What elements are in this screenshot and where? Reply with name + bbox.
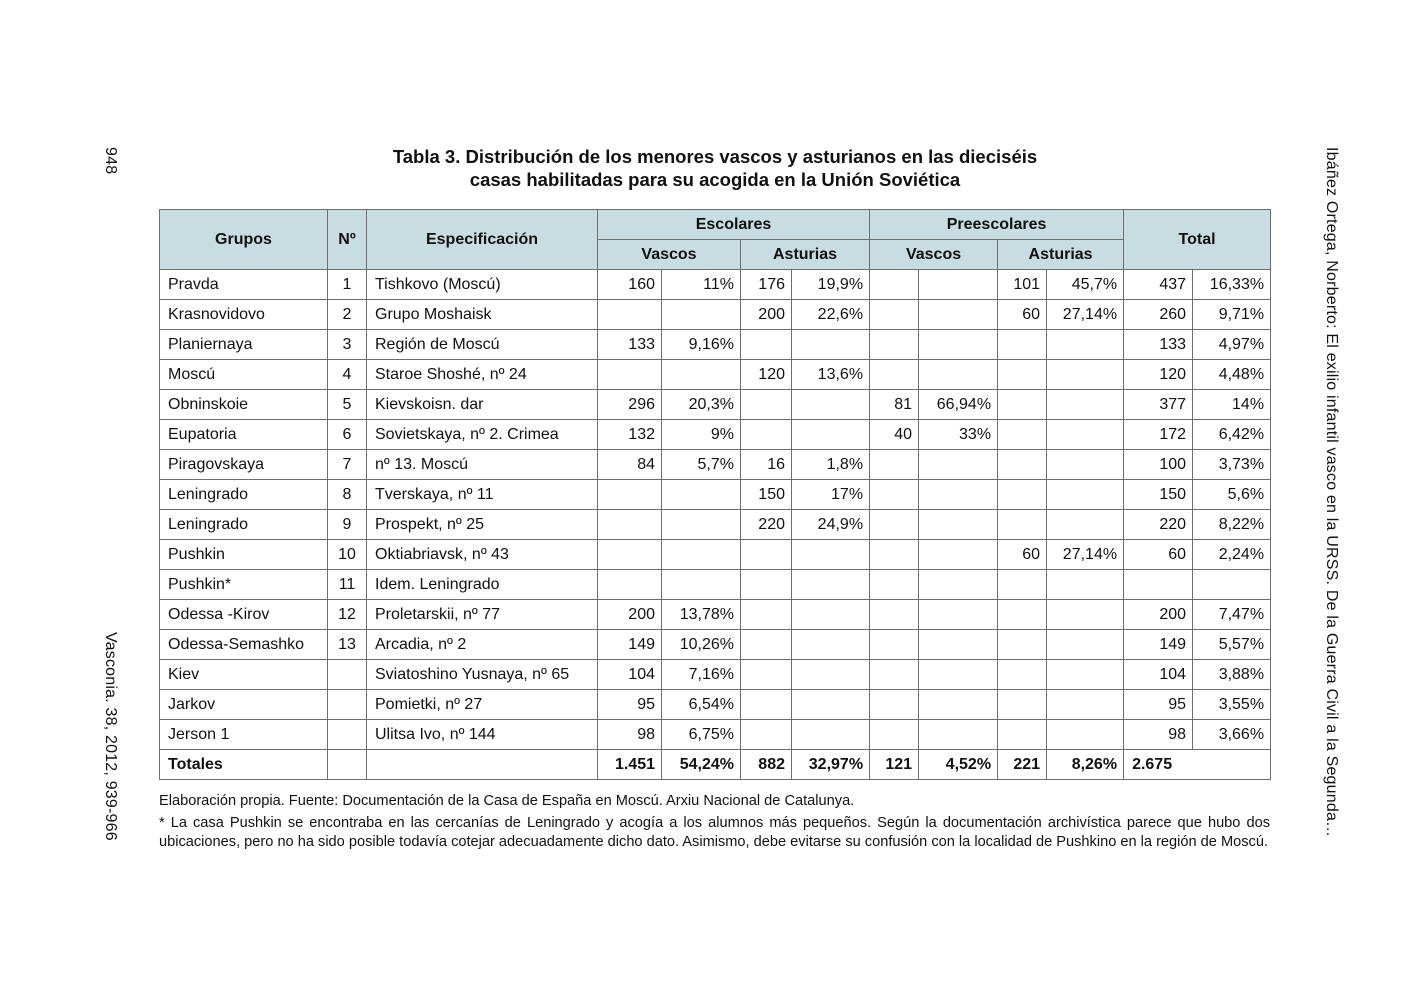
- totals-preescolares-asturias: 221: [998, 750, 1047, 780]
- cell-total-pct: 9,71%: [1193, 300, 1271, 330]
- header-escolares-vascos: Vascos: [598, 240, 741, 270]
- cell-escolares-vascos: 98: [598, 720, 662, 750]
- cell-escolares-vascos: [598, 510, 662, 540]
- cell-preescolares-asturias-pct: 27,14%: [1047, 300, 1124, 330]
- cell-escolares-asturias: 16: [741, 450, 792, 480]
- cell-preescolares-asturias-pct: [1047, 480, 1124, 510]
- cell-numero: 8: [328, 480, 367, 510]
- cell-preescolares-asturias: [998, 390, 1047, 420]
- cell-total: 260: [1124, 300, 1193, 330]
- cell-especificacion: Sovietskaya, nº 2. Crimea: [367, 420, 598, 450]
- cell-especificacion: Arcadia, nº 2: [367, 630, 598, 660]
- cell-preescolares-asturias-pct: [1047, 600, 1124, 630]
- cell-escolares-vascos-pct: 7,16%: [662, 660, 741, 690]
- cell-preescolares-vascos-pct: 33%: [919, 420, 998, 450]
- running-head: Ibáñez Ortega, Norberto: El exilio infantil vasco en la URSS. De la Guerra Civil a la Segunda…: [1323, 147, 1340, 838]
- cell-preescolares-asturias: [998, 330, 1047, 360]
- cell-especificacion: Ulitsa Ivo, nº 144: [367, 720, 598, 750]
- cell-preescolares-vascos-pct: [919, 360, 998, 390]
- table-title-line-2: casas habilitadas para su acogida en la Unión Soviética: [469, 169, 961, 190]
- cell-preescolares-asturias-pct: [1047, 360, 1124, 390]
- cell-escolares-vascos: [598, 570, 662, 600]
- cell-preescolares-vascos: [870, 360, 919, 390]
- table-row: [160, 510, 1271, 540]
- cell-escolares-vascos: 84: [598, 450, 662, 480]
- cell-total: 120: [1124, 360, 1193, 390]
- header-grupos: Grupos: [160, 210, 328, 270]
- cell-grupo: Pravda: [160, 270, 328, 300]
- cell-grupo: Obninskoie: [160, 390, 328, 420]
- cell-total-pct: 4,97%: [1193, 330, 1271, 360]
- cell-preescolares-asturias: [998, 570, 1047, 600]
- cell-preescolares-asturias: 101: [998, 270, 1047, 300]
- totals-escolares-asturias-pct: 32,97%: [792, 750, 870, 780]
- cell-escolares-asturias-pct: [792, 630, 870, 660]
- table-row: [160, 690, 1271, 720]
- cell-escolares-vascos: [598, 480, 662, 510]
- cell-numero: 11: [328, 570, 367, 600]
- header-especificacion: Especificación: [367, 210, 598, 270]
- cell-escolares-asturias-pct: 17%: [792, 480, 870, 510]
- cell-escolares-vascos: 104: [598, 660, 662, 690]
- table-row: [160, 570, 1271, 600]
- cell-grupo: Moscú: [160, 360, 328, 390]
- cell-escolares-vascos-pct: [662, 480, 741, 510]
- cell-preescolares-vascos: [870, 330, 919, 360]
- cell-escolares-asturias: 150: [741, 480, 792, 510]
- cell-grupo: Kiev: [160, 660, 328, 690]
- cell-especificacion: Grupo Moshaisk: [367, 300, 598, 330]
- cell-preescolares-asturias: [998, 720, 1047, 750]
- cell-escolares-vascos-pct: 10,26%: [662, 630, 741, 660]
- totals-escolares-asturias: 882: [741, 750, 792, 780]
- cell-numero: [328, 660, 367, 690]
- cell-preescolares-vascos-pct: [919, 450, 998, 480]
- cell-escolares-asturias: 220: [741, 510, 792, 540]
- header-preescolares-asturias: Asturias: [998, 240, 1124, 270]
- cell-total-pct: 7,47%: [1193, 600, 1271, 630]
- footnote: * La casa Pushkin se encontraba en las cercanías de Leningrado y acogía a los alumnos más pequeños. Según la documentación archivística parece que hubo dos ubicaciones, pero no ha sido posible todavía cotejar adecuadamente dicho dato. Asimismo, debe evitarse su confusión con la localidad de Pushkino en la región de Moscú.: [159, 815, 1270, 850]
- cell-escolares-vascos: [598, 540, 662, 570]
- cell-especificacion: Prospekt, nº 25: [367, 510, 598, 540]
- cell-preescolares-vascos-pct: [919, 570, 998, 600]
- cell-escolares-vascos-pct: [662, 360, 741, 390]
- cell-total: 133: [1124, 330, 1193, 360]
- cell-preescolares-vascos-pct: [919, 300, 998, 330]
- totals-label: Totales: [160, 750, 328, 780]
- cell-total-pct: 3,88%: [1193, 660, 1271, 690]
- table-row: [160, 720, 1271, 750]
- cell-total-pct: 3,55%: [1193, 690, 1271, 720]
- totals-preescolares-vascos-pct: 4,52%: [919, 750, 998, 780]
- cell-escolares-asturias-pct: [792, 720, 870, 750]
- cell-numero: 12: [328, 600, 367, 630]
- cell-preescolares-asturias-pct: [1047, 420, 1124, 450]
- cell-escolares-asturias: 200: [741, 300, 792, 330]
- cell-grupo: Leningrado: [160, 480, 328, 510]
- header-escolares-asturias: Asturias: [741, 240, 870, 270]
- cell-preescolares-asturias: [998, 690, 1047, 720]
- cell-escolares-asturias: 176: [741, 270, 792, 300]
- cell-preescolares-vascos-pct: [919, 510, 998, 540]
- cell-preescolares-vascos-pct: [919, 480, 998, 510]
- cell-escolares-asturias-pct: [792, 690, 870, 720]
- cell-escolares-vascos-pct: 6,75%: [662, 720, 741, 750]
- cell-escolares-asturias: [741, 600, 792, 630]
- cell-escolares-vascos-pct: [662, 300, 741, 330]
- page-number: 948: [102, 147, 119, 175]
- cell-preescolares-vascos-pct: 66,94%: [919, 390, 998, 420]
- cell-escolares-vascos: 160: [598, 270, 662, 300]
- cell-total-pct: 5,6%: [1193, 480, 1271, 510]
- cell-total-pct: 14%: [1193, 390, 1271, 420]
- totals-escolares-vascos: 1.451: [598, 750, 662, 780]
- cell-preescolares-asturias: [998, 660, 1047, 690]
- cell-preescolares-asturias: 60: [998, 300, 1047, 330]
- cell-preescolares-vascos: [870, 510, 919, 540]
- cell-total: 104: [1124, 660, 1193, 690]
- totals-numero-empty: [328, 750, 367, 780]
- cell-escolares-vascos: 149: [598, 630, 662, 660]
- cell-grupo: Jerson 1: [160, 720, 328, 750]
- header-escolares: Escolares: [598, 210, 870, 240]
- cell-especificacion: Pomietki, nº 27: [367, 690, 598, 720]
- cell-numero: [328, 690, 367, 720]
- totals-row: [160, 750, 1271, 780]
- cell-preescolares-asturias-pct: [1047, 690, 1124, 720]
- cell-numero: 5: [328, 390, 367, 420]
- cell-total-pct: [1193, 570, 1271, 600]
- cell-preescolares-vascos-pct: [919, 630, 998, 660]
- cell-escolares-asturias: [741, 630, 792, 660]
- cell-preescolares-vascos: [870, 690, 919, 720]
- cell-total: 172: [1124, 420, 1193, 450]
- cell-numero: 10: [328, 540, 367, 570]
- table-title: [160, 145, 1270, 191]
- totals-total: 2.675: [1124, 750, 1271, 780]
- cell-numero: 9: [328, 510, 367, 540]
- table-row: [160, 660, 1271, 690]
- journal-reference: Vasconia. 38, 2012, 939-966: [102, 632, 119, 841]
- table-row: [160, 540, 1271, 570]
- cell-preescolares-vascos-pct: [919, 270, 998, 300]
- table-body: [160, 270, 1271, 780]
- table-row: [160, 360, 1271, 390]
- cell-preescolares-asturias: [998, 630, 1047, 660]
- cell-escolares-asturias-pct: [792, 600, 870, 630]
- cell-total-pct: 2,24%: [1193, 540, 1271, 570]
- cell-preescolares-vascos: [870, 630, 919, 660]
- cell-escolares-vascos-pct: 6,54%: [662, 690, 741, 720]
- cell-preescolares-vascos: [870, 570, 919, 600]
- table-row: [160, 390, 1271, 420]
- cell-escolares-vascos-pct: 20,3%: [662, 390, 741, 420]
- cell-grupo: Eupatoria: [160, 420, 328, 450]
- cell-preescolares-vascos: [870, 480, 919, 510]
- cell-total-pct: 4,48%: [1193, 360, 1271, 390]
- cell-preescolares-asturias-pct: [1047, 720, 1124, 750]
- cell-preescolares-vascos: [870, 270, 919, 300]
- cell-preescolares-asturias: [998, 360, 1047, 390]
- cell-escolares-vascos: 132: [598, 420, 662, 450]
- cell-escolares-asturias: [741, 720, 792, 750]
- cell-numero: 1: [328, 270, 367, 300]
- cell-escolares-asturias-pct: 13,6%: [792, 360, 870, 390]
- table-title-line-1: Tabla 3. Distribución de los menores vascos y asturianos en las dieciséis: [392, 146, 1038, 167]
- cell-escolares-asturias: [741, 540, 792, 570]
- header-preescolares: Preescolares: [870, 210, 1124, 240]
- cell-escolares-asturias-pct: 22,6%: [792, 300, 870, 330]
- cell-preescolares-asturias-pct: [1047, 660, 1124, 690]
- header-preescolares-vascos: Vascos: [870, 240, 998, 270]
- cell-especificacion: nº 13. Moscú: [367, 450, 598, 480]
- cell-numero: [328, 720, 367, 750]
- cell-preescolares-vascos: [870, 540, 919, 570]
- table-row: [160, 480, 1271, 510]
- source-note: Elaboración propia. Fuente: Documentación de la Casa de España en Moscú. Arxiu Nacional de Catalunya.: [159, 793, 855, 809]
- cell-preescolares-vascos-pct: [919, 600, 998, 630]
- cell-escolares-vascos-pct: 9%: [662, 420, 741, 450]
- cell-preescolares-vascos-pct: [919, 660, 998, 690]
- table-row: [160, 300, 1271, 330]
- cell-preescolares-vascos: 81: [870, 390, 919, 420]
- cell-grupo: Odessa-Semashko: [160, 630, 328, 660]
- cell-escolares-asturias-pct: 19,9%: [792, 270, 870, 300]
- cell-escolares-asturias-pct: [792, 570, 870, 600]
- totals-especificacion-empty: [367, 750, 598, 780]
- cell-especificacion: Idem. Leningrado: [367, 570, 598, 600]
- cell-total-pct: 3,66%: [1193, 720, 1271, 750]
- cell-escolares-vascos: 95: [598, 690, 662, 720]
- cell-escolares-asturias: 120: [741, 360, 792, 390]
- cell-especificacion: Sviatoshino Yusnaya, nº 65: [367, 660, 598, 690]
- cell-preescolares-vascos-pct: [919, 720, 998, 750]
- table-row: [160, 600, 1271, 630]
- cell-escolares-asturias-pct: [792, 660, 870, 690]
- cell-preescolares-vascos: [870, 720, 919, 750]
- cell-escolares-vascos-pct: [662, 540, 741, 570]
- cell-preescolares-asturias: [998, 450, 1047, 480]
- cell-total: 377: [1124, 390, 1193, 420]
- cell-escolares-asturias-pct: [792, 330, 870, 360]
- cell-escolares-vascos: [598, 360, 662, 390]
- cell-numero: 3: [328, 330, 367, 360]
- table-row: [160, 330, 1271, 360]
- cell-escolares-asturias: [741, 330, 792, 360]
- totals-preescolares-vascos: 121: [870, 750, 919, 780]
- cell-escolares-vascos: 200: [598, 600, 662, 630]
- cell-escolares-vascos-pct: 11%: [662, 270, 741, 300]
- totals-escolares-vascos-pct: 54,24%: [662, 750, 741, 780]
- cell-preescolares-asturias: [998, 480, 1047, 510]
- cell-preescolares-asturias-pct: 27,14%: [1047, 540, 1124, 570]
- cell-total-pct: 8,22%: [1193, 510, 1271, 540]
- cell-escolares-asturias: [741, 390, 792, 420]
- distribution-table: [159, 209, 1271, 780]
- cell-grupo: Pushkin: [160, 540, 328, 570]
- cell-grupo: Odessa -Kirov: [160, 600, 328, 630]
- cell-escolares-asturias-pct: 1,8%: [792, 450, 870, 480]
- cell-especificacion: Tishkovo (Moscú): [367, 270, 598, 300]
- cell-preescolares-vascos-pct: [919, 330, 998, 360]
- cell-especificacion: Oktiabriavsk, nº 43: [367, 540, 598, 570]
- cell-grupo: Piragovskaya: [160, 450, 328, 480]
- cell-escolares-vascos: 296: [598, 390, 662, 420]
- cell-total-pct: 5,57%: [1193, 630, 1271, 660]
- cell-escolares-vascos-pct: 13,78%: [662, 600, 741, 630]
- cell-preescolares-asturias-pct: [1047, 570, 1124, 600]
- cell-preescolares-vascos: [870, 300, 919, 330]
- cell-escolares-asturias-pct: [792, 420, 870, 450]
- cell-numero: 2: [328, 300, 367, 330]
- cell-preescolares-asturias-pct: [1047, 510, 1124, 540]
- cell-total: 60: [1124, 540, 1193, 570]
- cell-escolares-asturias: [741, 690, 792, 720]
- cell-total: 437: [1124, 270, 1193, 300]
- header-numero: Nº: [328, 210, 367, 270]
- cell-escolares-asturias-pct: [792, 540, 870, 570]
- cell-escolares-vascos-pct: [662, 570, 741, 600]
- totals-preescolares-asturias-pct: 8,26%: [1047, 750, 1124, 780]
- cell-escolares-vascos-pct: 5,7%: [662, 450, 741, 480]
- cell-total-pct: 16,33%: [1193, 270, 1271, 300]
- cell-escolares-asturias-pct: [792, 390, 870, 420]
- table-row: [160, 450, 1271, 480]
- cell-total: [1124, 570, 1193, 600]
- cell-especificacion: Tverskaya, nº 11: [367, 480, 598, 510]
- cell-especificacion: Proletarskii, nº 77: [367, 600, 598, 630]
- cell-grupo: Planiernaya: [160, 330, 328, 360]
- cell-grupo: Pushkin*: [160, 570, 328, 600]
- table-row: [160, 270, 1271, 300]
- cell-total: 98: [1124, 720, 1193, 750]
- cell-total-pct: 6,42%: [1193, 420, 1271, 450]
- cell-preescolares-asturias: [998, 510, 1047, 540]
- cell-numero: 13: [328, 630, 367, 660]
- cell-total: 95: [1124, 690, 1193, 720]
- cell-preescolares-asturias-pct: 45,7%: [1047, 270, 1124, 300]
- cell-escolares-asturias: [741, 660, 792, 690]
- cell-grupo: Leningrado: [160, 510, 328, 540]
- cell-preescolares-vascos-pct: [919, 540, 998, 570]
- cell-escolares-asturias-pct: 24,9%: [792, 510, 870, 540]
- cell-preescolares-vascos: 40: [870, 420, 919, 450]
- cell-preescolares-asturias-pct: [1047, 630, 1124, 660]
- cell-preescolares-vascos: [870, 600, 919, 630]
- cell-especificacion: Staroe Shoshé, nº 24: [367, 360, 598, 390]
- cell-especificacion: Región de Moscú: [367, 330, 598, 360]
- cell-escolares-vascos: 133: [598, 330, 662, 360]
- cell-preescolares-asturias-pct: [1047, 330, 1124, 360]
- cell-especificacion: Kievskoisn. dar: [367, 390, 598, 420]
- cell-preescolares-vascos-pct: [919, 690, 998, 720]
- cell-numero: 6: [328, 420, 367, 450]
- table-notes: [159, 792, 1270, 855]
- cell-escolares-asturias: [741, 420, 792, 450]
- cell-total: 200: [1124, 600, 1193, 630]
- cell-preescolares-asturias: [998, 420, 1047, 450]
- cell-escolares-asturias: [741, 570, 792, 600]
- cell-numero: 4: [328, 360, 367, 390]
- table-row: [160, 420, 1271, 450]
- cell-preescolares-asturias: 60: [998, 540, 1047, 570]
- cell-numero: 7: [328, 450, 367, 480]
- cell-escolares-vascos: [598, 300, 662, 330]
- cell-total: 149: [1124, 630, 1193, 660]
- cell-preescolares-vascos: [870, 660, 919, 690]
- cell-preescolares-asturias: [998, 600, 1047, 630]
- cell-total: 220: [1124, 510, 1193, 540]
- cell-preescolares-vascos: [870, 450, 919, 480]
- cell-preescolares-asturias-pct: [1047, 450, 1124, 480]
- header-total: Total: [1124, 210, 1271, 270]
- cell-total: 100: [1124, 450, 1193, 480]
- table-row: [160, 630, 1271, 660]
- cell-total-pct: 3,73%: [1193, 450, 1271, 480]
- cell-preescolares-asturias-pct: [1047, 390, 1124, 420]
- cell-total: 150: [1124, 480, 1193, 510]
- cell-escolares-vascos-pct: 9,16%: [662, 330, 741, 360]
- cell-grupo: Krasnovidovo: [160, 300, 328, 330]
- cell-grupo: Jarkov: [160, 690, 328, 720]
- cell-escolares-vascos-pct: [662, 510, 741, 540]
